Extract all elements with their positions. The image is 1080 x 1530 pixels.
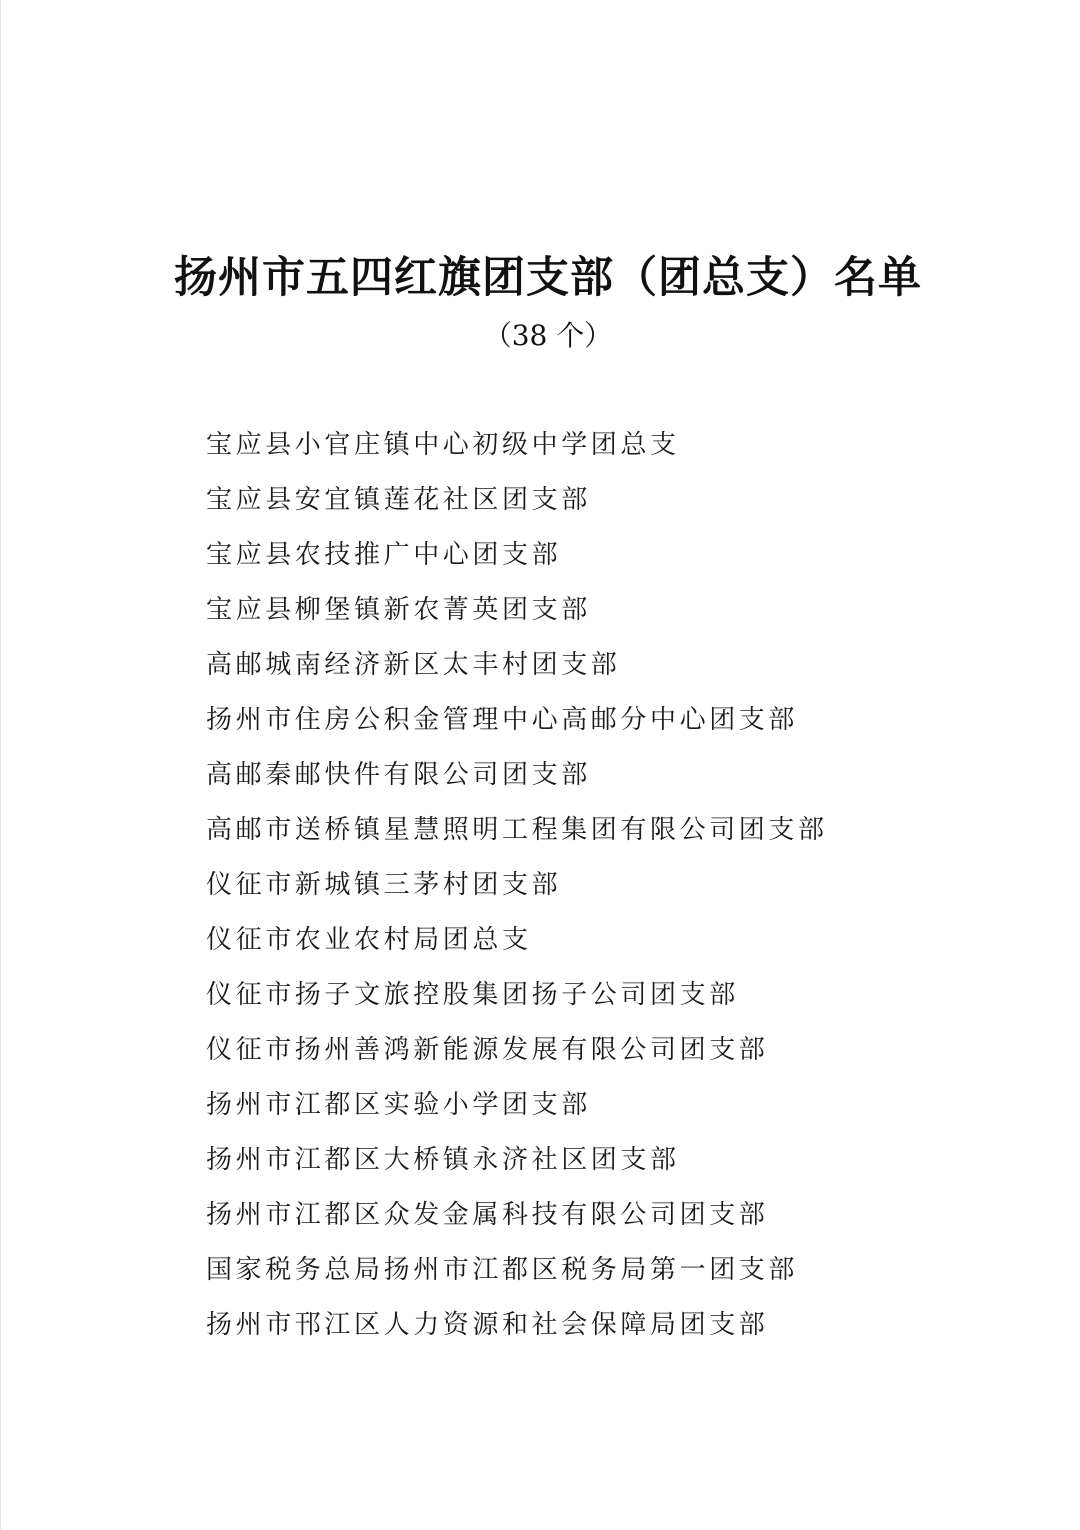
list-item: 扬州市邗江区人力资源和社会保障局团支部: [206, 1310, 769, 1340]
list-item: 高邮市送桥镇星慧照明工程集团有限公司团支部: [206, 815, 828, 845]
list-item: 宝应县柳堡镇新农菁英团支部: [206, 595, 591, 625]
list-item: 宝应县农技推广中心团支部: [206, 540, 562, 570]
list-item: 高邮城南经济新区太丰村团支部: [206, 650, 621, 680]
list-item: 宝应县小官庄镇中心初级中学团总支: [206, 430, 680, 460]
list-item: 仪征市扬子文旅控股集团扬子公司团支部: [206, 980, 739, 1010]
entry-list: [206, 418, 828, 1353]
list-item: 扬州市住房公积金管理中心高邮分中心团支部: [206, 705, 799, 735]
list-item: 国家税务总局扬州市江都区税务局第一团支部: [206, 1255, 799, 1285]
list-item: 扬州市江都区大桥镇永济社区团支部: [206, 1145, 680, 1175]
list-item: 仪征市农业农村局团总支: [206, 925, 532, 955]
list-item: 宝应县安宜镇莲花社区团支部: [206, 485, 591, 515]
list-item: 扬州市江都区众发金属科技有限公司团支部: [206, 1200, 769, 1230]
list-item: 高邮秦邮快件有限公司团支部: [206, 760, 591, 790]
list-item: 仪征市扬州善鸿新能源发展有限公司团支部: [206, 1035, 769, 1065]
list-item: 仪征市新城镇三茅村团支部: [206, 870, 562, 900]
document-title: 扬州市五四红旗团支部（团总支）名单: [174, 253, 922, 303]
document-count: （38 个）: [483, 319, 613, 352]
list-item: 扬州市江都区实验小学团支部: [206, 1090, 591, 1120]
